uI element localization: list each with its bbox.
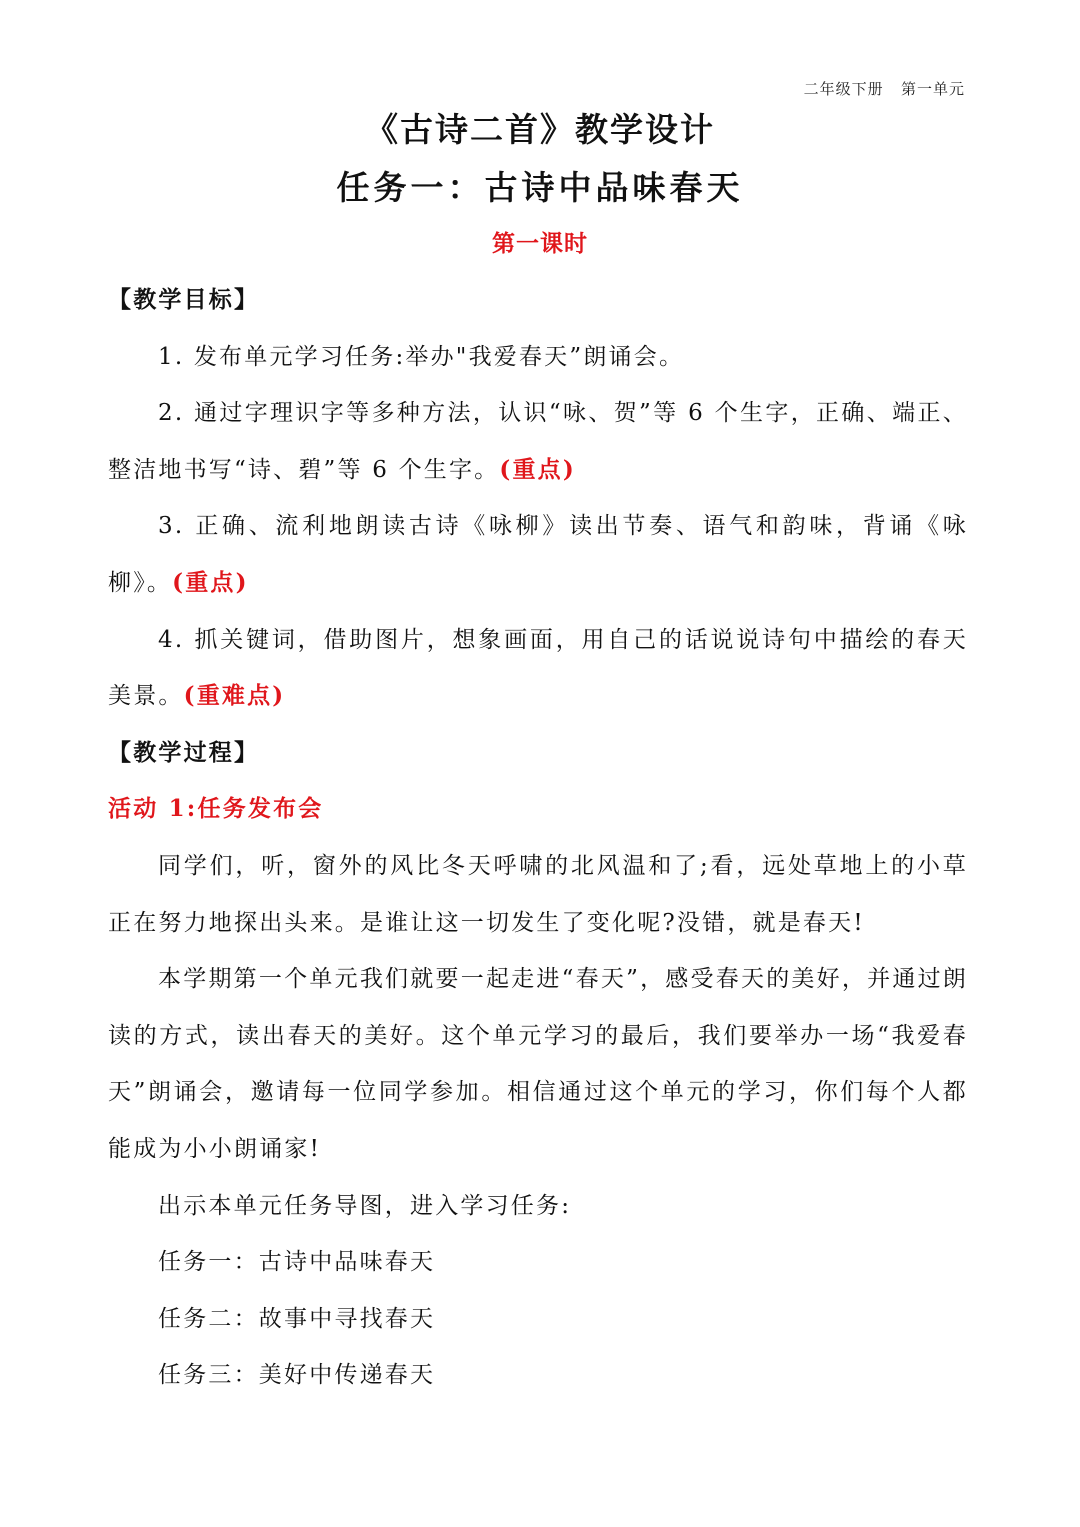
objective-mark: (重点) (172, 568, 249, 596)
activity-title: 活动 1:任务发布会 (108, 795, 324, 823)
objective-item-4 (108, 612, 968, 725)
objective-item-1 (108, 329, 968, 386)
task-list-item: 任务一：古诗中品味春天 (158, 1249, 436, 1276)
objective-item-2 (108, 385, 968, 498)
task-title: 任务一：古诗中品味春天 (336, 168, 744, 207)
objective-mark: (重难点) (183, 682, 286, 710)
objectives-heading: 【教学目标】 (108, 286, 260, 313)
header-unit: 第一单元 (900, 80, 965, 98)
page-header (804, 78, 965, 99)
objective-mark: (重点) (499, 455, 576, 483)
task-list-item: 任务二：故事中寻找春天 (158, 1305, 436, 1332)
objective-text: 1. 发布单元学习任务:举办"我爱春天”朗诵会。 (158, 343, 685, 370)
header-grade: 二年级下册 (803, 80, 884, 98)
process-heading: 【教学过程】 (108, 738, 260, 766)
document-title: 《古诗二首》教学设计 (365, 110, 715, 149)
objective-text: 3. 正确、流利地朗读古诗《咏柳》读出节奏、语气和韵味，背诵《咏柳》。 (108, 513, 968, 596)
objective-text: 2. 通过字理识字等多种方法，认识“咏、贺”等 6 个生字，正确、端正、整洁地书写“诗、碧”等 6 个生字。 (108, 400, 968, 483)
objective-item-3 (108, 498, 968, 611)
paragraph: 本学期第一个单元我们就要一起走进“春天”，感受春天的美好，并通过朗读的方式，读出春天的美好。这个单元学习的最后，我们要举办一场“我爱春天”朗诵会，邀请每一位同学参加。相信通过这个单元的学习，你们每个人都能成为小小朗诵家! (108, 966, 968, 1162)
objective-text: 4. 抓关键词，借助图片，想象画面，用自己的话说说诗句中描绘的春天美景。 (108, 626, 968, 710)
paragraph: 出示本单元任务导图，进入学习任务: (158, 1192, 572, 1219)
document-body (108, 272, 968, 1404)
lesson-label: 第一课时 (492, 230, 588, 257)
task-list-item: 任务三：美好中传递春天 (158, 1362, 436, 1389)
paragraph: 同学们，听，窗外的风比冬天呼啸的北风温和了;看，远处草地上的小草正在努力地探出头来。是谁让这一切发生了变化呢?没错，就是春天! (108, 852, 968, 936)
